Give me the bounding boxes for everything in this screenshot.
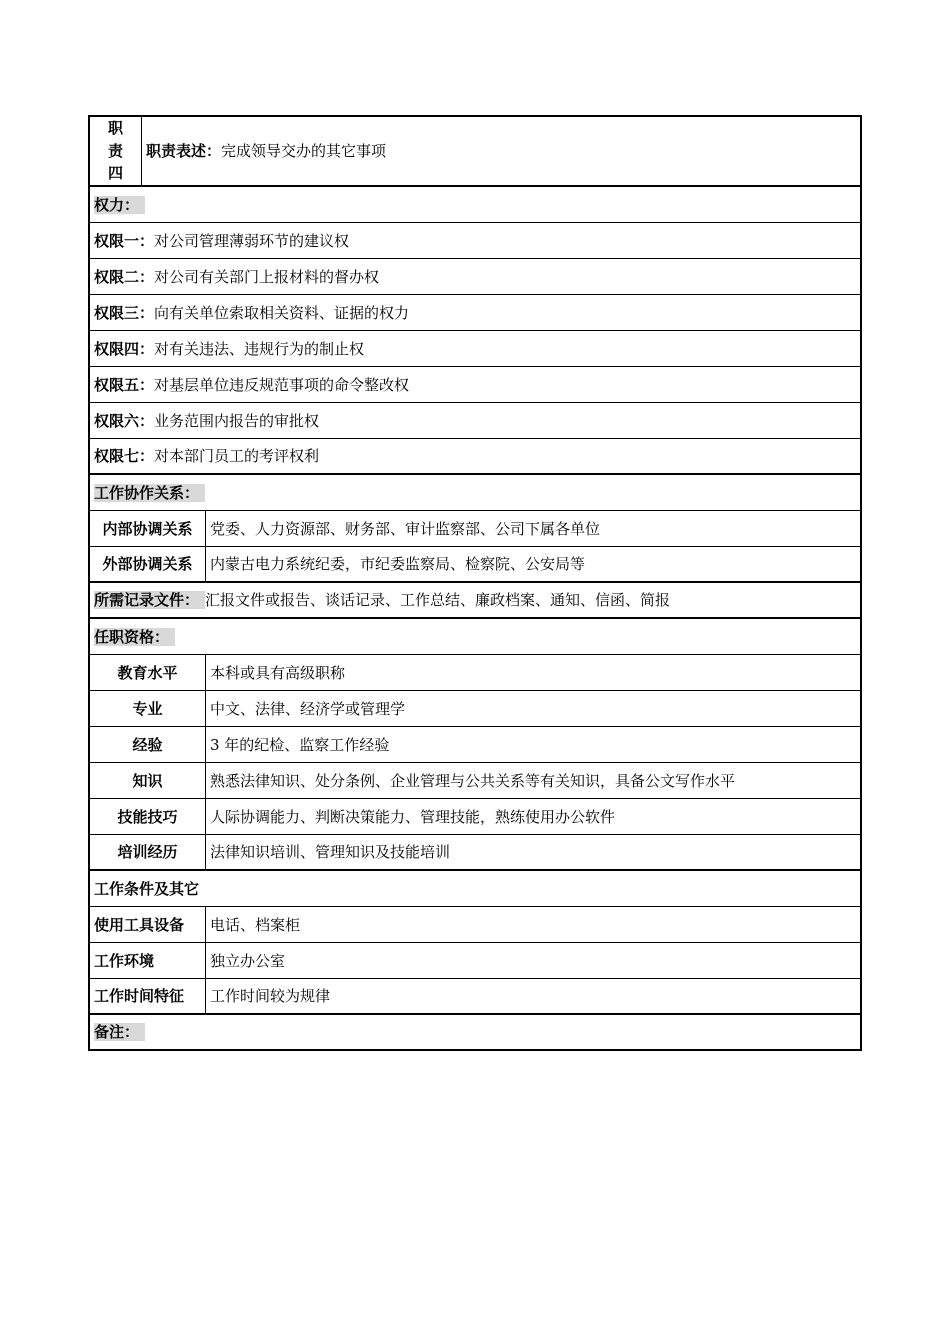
authority-label: 权限二：: [94, 267, 155, 286]
conditions-label: 工作时间特征: [90, 979, 206, 1013]
external-coordination-label: 外部协调关系: [90, 547, 206, 581]
authority-label: 权限一：: [94, 231, 155, 250]
records-row: [88, 583, 862, 619]
authority-row: [88, 331, 862, 367]
duty-four-description: [142, 117, 860, 185]
conditions-value: 工作时间较为规律: [210, 987, 331, 1005]
authority-row: [88, 223, 862, 259]
records-value: 汇报文件或报告、谈话记录、工作总结、廉政档案、通知、信函、简报: [205, 591, 671, 609]
qualification-value: 人际协调能力、判断决策能力、管理技能，熟练使用办公软件: [210, 807, 616, 826]
qualification-row: [88, 799, 862, 835]
conditions-value: 电话、档案柜: [210, 915, 301, 934]
external-coordination-value: 内蒙古电力系统纪委，市纪委监察局、检察院、公安局等: [210, 555, 586, 573]
qualification-row: [88, 727, 862, 763]
duty-title-char: 职: [107, 119, 123, 138]
authority-label: 权限七：: [94, 447, 155, 465]
job-description-table: [88, 115, 862, 1051]
duty-desc-label: 职责表述：: [146, 142, 222, 160]
qualification-label: 教育水平: [90, 655, 206, 690]
duty-title-char: 责: [107, 141, 123, 160]
qualification-value: 本科或具有高级职称: [210, 663, 346, 682]
qualification-label: 知识: [90, 763, 206, 798]
internal-coordination-value: 党委、人力资源部、财务部、审计监察部、公司下属各单位: [210, 519, 601, 538]
section-header: 权力：: [94, 196, 145, 214]
authority-label: 权限三：: [94, 303, 155, 322]
qualification-value: 熟悉法律知识、处分条例、企业管理与公共关系等有关知识，具备公文写作水平: [210, 771, 736, 790]
qualification-label: 专业: [90, 691, 206, 726]
authority-text: 对公司管理薄弱环节的建议权: [154, 231, 350, 250]
section-header: 工作协作关系：: [94, 484, 205, 502]
qualification-value: 3 年的纪检、监察工作经验: [210, 735, 390, 754]
section-header: 任职资格：: [94, 628, 175, 646]
authority-label: 权限六：: [94, 411, 155, 430]
authority-label: 权限四：: [94, 339, 155, 358]
cooperation-header-row: [88, 475, 862, 511]
qualification-row: [88, 763, 862, 799]
conditions-row: [88, 943, 862, 979]
qualification-row: [88, 691, 862, 727]
qualification-label: 技能技巧: [90, 799, 206, 834]
internal-coordination-label: 内部协调关系: [90, 511, 206, 546]
qualification-row: [88, 835, 862, 871]
conditions-row: [88, 907, 862, 943]
internal-coordination-row: [88, 511, 862, 547]
authority-text: 业务范围内报告的审批权: [154, 411, 320, 430]
authority-row: [88, 295, 862, 331]
conditions-row: [88, 979, 862, 1015]
conditions-value: 独立办公室: [210, 951, 286, 970]
qualification-value: 中文、法律、经济学或管理学: [210, 699, 406, 718]
conditions-label: 工作环境: [90, 943, 206, 978]
qualification-value: 法律知识培训、管理知识及技能培训: [210, 843, 451, 861]
duty-desc-text: 完成领导交办的其它事项: [221, 142, 387, 160]
remarks-row: [88, 1015, 862, 1051]
authority-row: [88, 259, 862, 295]
qualification-row: [88, 655, 862, 691]
authority-text: 对有关违法、违规行为的制止权: [154, 339, 365, 358]
qualification-header-row: [88, 619, 862, 655]
authority-label: 权限五：: [94, 375, 155, 394]
authority-text: 对公司有关部门上报材料的督办权: [154, 267, 380, 286]
duty-four-title: [90, 117, 142, 185]
external-coordination-row: [88, 547, 862, 583]
authority-text: 对基层单位违反规范事项的命令整改权: [154, 375, 410, 394]
duty-four-row: [88, 115, 862, 187]
qualification-label: 经验: [90, 727, 206, 762]
remarks-label: 备注：: [94, 1023, 145, 1041]
records-label: 所需记录文件：: [94, 591, 205, 609]
authority-text: 对本部门员工的考评权利: [154, 447, 320, 465]
conditions-label: 使用工具设备: [90, 907, 206, 942]
authority-header-row: [88, 187, 862, 223]
authority-text: 向有关单位索取相关资料、证据的权力: [154, 303, 410, 322]
qualification-label: 培训经历: [90, 835, 206, 869]
authority-row: [88, 367, 862, 403]
authority-row: [88, 403, 862, 439]
authority-row: [88, 439, 862, 475]
conditions-header-row: [88, 871, 862, 907]
section-header: 工作条件及其它: [94, 879, 200, 898]
duty-title-char: 四: [107, 164, 123, 183]
